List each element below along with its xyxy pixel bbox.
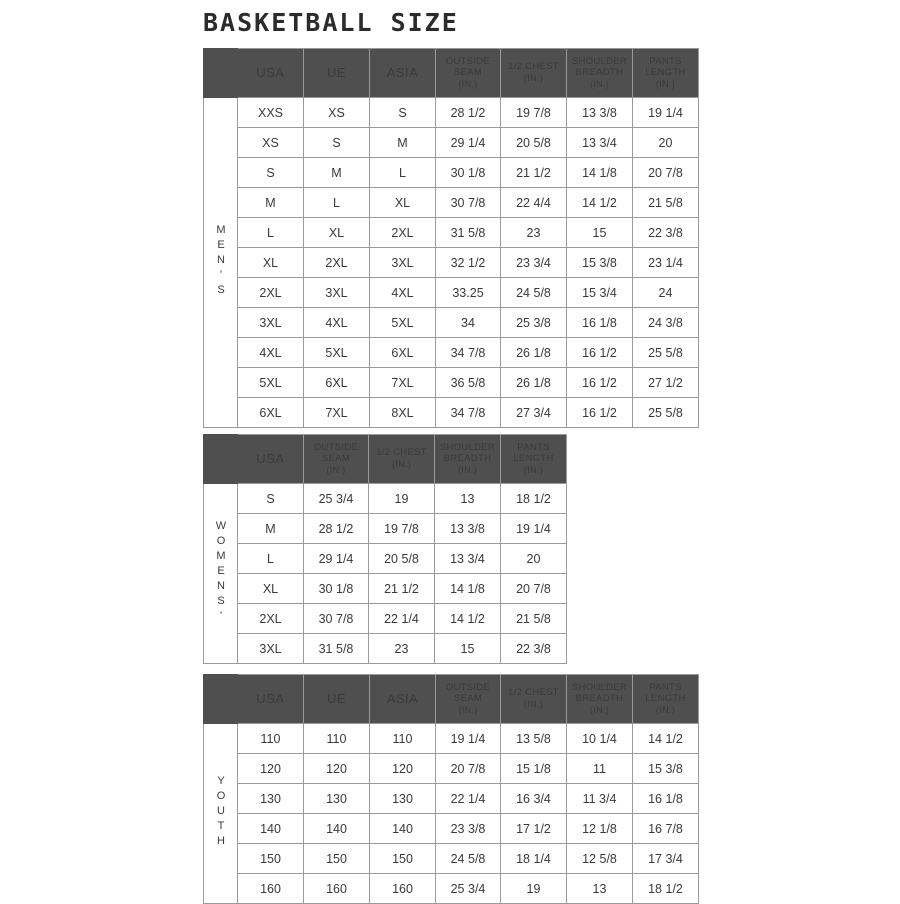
cell: 140 (370, 814, 436, 844)
womens-header-pants-length-label: PANTS LENGTH (513, 441, 554, 464)
youth-header-ue (304, 675, 370, 724)
table-row (204, 368, 699, 398)
cell: 16 1/8 (633, 784, 699, 814)
cell: XL (370, 188, 436, 218)
womens-header-half-chest (369, 435, 435, 484)
cell: 8XL (370, 398, 436, 428)
cell: L (238, 218, 304, 248)
cell: 4XL (304, 308, 370, 338)
cell: 28 1/2 (304, 514, 369, 544)
youth-size-table (203, 674, 699, 904)
table-row (204, 724, 699, 754)
mens-header-half-chest-unit: (IN.) (524, 73, 543, 84)
cell: 14 1/2 (567, 188, 633, 218)
womens-header-shoulder-breadth-label: SHOULDER BREADTH (439, 441, 496, 464)
cell: 23 1/4 (633, 248, 699, 278)
cell: 20 (501, 544, 567, 574)
mens-header-corner (204, 49, 238, 98)
cell: 160 (304, 874, 370, 904)
cell: 5XL (238, 368, 304, 398)
youth-group-label-text: YOUTH (215, 774, 227, 850)
cell: 29 1/4 (304, 544, 369, 574)
cell: 6XL (238, 398, 304, 428)
cell: 20 5/8 (501, 128, 567, 158)
cell: 18 1/2 (633, 874, 699, 904)
mens-header-shoulder-breadth-label: SHOULDER BREADTH (571, 55, 628, 78)
cell: 130 (238, 784, 304, 814)
table-row (204, 158, 699, 188)
cell: 16 3/4 (501, 784, 567, 814)
table-row (204, 308, 699, 338)
cell: 12 5/8 (567, 844, 633, 874)
mens-header-half-chest (501, 49, 567, 98)
cell: XL (238, 574, 304, 604)
cell: 30 7/8 (304, 604, 369, 634)
mens-header-outside-seam (436, 49, 501, 98)
cell: 22 1/4 (369, 604, 435, 634)
youth-header-half-chest-unit: (IN.) (524, 699, 543, 710)
youth-header-outside-seam (436, 675, 501, 724)
womens-table-header (204, 435, 567, 484)
cell: 13 3/8 (435, 514, 501, 544)
womens-group-label (204, 484, 238, 664)
cell: 15 3/4 (567, 278, 633, 308)
table-row (204, 544, 567, 574)
womens-header-shoulder-breadth-unit: (IN.) (458, 464, 477, 475)
cell: 20 5/8 (369, 544, 435, 574)
cell: 140 (304, 814, 370, 844)
cell: 22 1/4 (436, 784, 501, 814)
mens-header-asia (370, 49, 436, 98)
cell: 2XL (238, 278, 304, 308)
cell: 25 3/4 (436, 874, 501, 904)
cell: 18 1/4 (501, 844, 567, 874)
cell: 25 3/8 (501, 308, 567, 338)
youth-header-corner (204, 675, 238, 724)
youth-size-table-block (203, 674, 699, 904)
cell: 30 1/8 (436, 158, 501, 188)
cell: 14 1/2 (633, 724, 699, 754)
youth-header-usa (238, 675, 304, 724)
cell: 24 3/8 (633, 308, 699, 338)
youth-header-asia (370, 675, 436, 724)
mens-header-outside-seam-label: OUTSIDE SEAM (445, 55, 491, 78)
table-row (204, 98, 699, 128)
cell: 130 (304, 784, 370, 814)
cell: 17 3/4 (633, 844, 699, 874)
cell: S (370, 98, 436, 128)
cell: 25 3/4 (304, 484, 369, 514)
cell: 24 5/8 (436, 844, 501, 874)
mens-size-table-block (203, 48, 699, 428)
cell: 18 1/2 (501, 484, 567, 514)
mens-group-label-text: MEN'S (215, 223, 227, 299)
cell: M (238, 188, 304, 218)
cell: 30 1/8 (304, 574, 369, 604)
cell: 3XL (370, 248, 436, 278)
cell: 4XL (238, 338, 304, 368)
cell: L (304, 188, 370, 218)
table-row (204, 398, 699, 428)
cell: 20 7/8 (633, 158, 699, 188)
cell: 15 3/8 (567, 248, 633, 278)
cell: 15 1/8 (501, 754, 567, 784)
mens-header-usa-label: USA (256, 64, 285, 80)
cell: 6XL (370, 338, 436, 368)
cell: 20 7/8 (436, 754, 501, 784)
cell: 13 3/8 (567, 98, 633, 128)
cell: 23 (369, 634, 435, 664)
cell: M (370, 128, 436, 158)
cell: M (304, 158, 370, 188)
youth-header-half-chest-label: 1/2 CHEST (508, 687, 559, 699)
youth-header-shoulder-breadth-unit: (IN.) (590, 704, 609, 715)
cell: 19 1/4 (501, 514, 567, 544)
cell: 16 1/2 (567, 398, 633, 428)
cell: 30 7/8 (436, 188, 501, 218)
table-row (204, 604, 567, 634)
cell: XL (238, 248, 304, 278)
cell: 160 (238, 874, 304, 904)
youth-header-outside-seam-label: OUTSIDE SEAM (445, 681, 491, 704)
table-row (204, 754, 699, 784)
cell: 21 1/2 (369, 574, 435, 604)
cell: 31 5/8 (436, 218, 501, 248)
cell: 23 3/8 (436, 814, 501, 844)
cell: 23 3/4 (501, 248, 567, 278)
cell: 29 1/4 (436, 128, 501, 158)
mens-header-half-chest-label: 1/2 CHEST (508, 61, 559, 73)
cell: 14 1/8 (435, 574, 501, 604)
cell: XS (304, 98, 370, 128)
youth-header-shoulder-breadth (567, 675, 633, 724)
cell: 2XL (238, 604, 304, 634)
table-row (204, 128, 699, 158)
cell: 25 5/8 (633, 398, 699, 428)
cell: 140 (238, 814, 304, 844)
womens-header-half-chest-unit: (IN.) (392, 459, 411, 470)
cell: 13 (435, 484, 501, 514)
youth-header-pants-length-unit: (IN.) (656, 704, 675, 715)
cell: 33.25 (436, 278, 501, 308)
cell: 150 (304, 844, 370, 874)
cell: 23 (501, 218, 567, 248)
cell: 3XL (238, 308, 304, 338)
cell: 16 1/8 (567, 308, 633, 338)
womens-table-body (204, 484, 567, 664)
table-row (204, 844, 699, 874)
youth-group-label (204, 724, 238, 904)
cell: 24 5/8 (501, 278, 567, 308)
womens-header-pants-length (501, 435, 567, 484)
cell: 36 5/8 (436, 368, 501, 398)
cell: 19 1/4 (436, 724, 501, 754)
cell: 11 (567, 754, 633, 784)
cell: 34 (436, 308, 501, 338)
cell: 4XL (370, 278, 436, 308)
cell: 19 (369, 484, 435, 514)
cell: 19 1/4 (633, 98, 699, 128)
mens-header-asia-label: ASIA (386, 64, 419, 80)
womens-header-outside-seam-label: OUTSIDE SEAM (313, 441, 359, 464)
cell: 19 7/8 (369, 514, 435, 544)
cell: 34 7/8 (436, 398, 501, 428)
youth-header-usa-label: USA (256, 690, 285, 706)
cell: 150 (370, 844, 436, 874)
table-row (204, 514, 567, 544)
mens-table-body (204, 98, 699, 428)
youth-header-outside-seam-unit: (IN.) (458, 704, 478, 715)
womens-header-pants-length-unit: (IN.) (524, 464, 543, 475)
youth-header-ue-label: UE (326, 690, 347, 706)
cell: 16 1/2 (567, 338, 633, 368)
mens-group-label (204, 98, 238, 428)
cell: L (238, 544, 304, 574)
table-row (204, 484, 567, 514)
cell: 28 1/2 (436, 98, 501, 128)
cell: 14 1/8 (567, 158, 633, 188)
cell: M (238, 514, 304, 544)
cell: XL (304, 218, 370, 248)
youth-table-header (204, 675, 699, 724)
cell: 15 (435, 634, 501, 664)
cell: 19 (501, 874, 567, 904)
cell: XXS (238, 98, 304, 128)
youth-header-pants-length (633, 675, 699, 724)
cell: 10 1/4 (567, 724, 633, 754)
cell: 3XL (238, 634, 304, 664)
cell: 20 (633, 128, 699, 158)
table-row (204, 338, 699, 368)
table-row (204, 218, 699, 248)
cell: 150 (238, 844, 304, 874)
womens-size-table (203, 434, 567, 664)
youth-header-pants-length-label: PANTS LENGTH (645, 681, 686, 704)
youth-header-shoulder-breadth-label: SHOULDER BREADTH (571, 681, 628, 704)
womens-header-usa-label: USA (256, 450, 285, 466)
mens-header-usa (238, 49, 304, 98)
mens-header-shoulder-breadth (567, 49, 633, 98)
mens-header-pants-length-unit: (IN.) (656, 78, 675, 89)
cell: 17 1/2 (501, 814, 567, 844)
womens-size-table-block (203, 434, 567, 664)
mens-header-shoulder-breadth-unit: (IN.) (590, 78, 609, 89)
mens-table-header (204, 49, 699, 98)
cell: 13 5/8 (501, 724, 567, 754)
cell: 21 5/8 (633, 188, 699, 218)
cell: XS (238, 128, 304, 158)
cell: 7XL (370, 368, 436, 398)
womens-header-shoulder-breadth (435, 435, 501, 484)
womens-header-corner (204, 435, 238, 484)
cell: 130 (370, 784, 436, 814)
youth-table-body (204, 724, 699, 904)
table-row (204, 188, 699, 218)
cell: 13 (567, 874, 633, 904)
table-row (204, 278, 699, 308)
table-row (204, 574, 567, 604)
table-row (204, 874, 699, 904)
cell: 19 7/8 (501, 98, 567, 128)
youth-header-half-chest (501, 675, 567, 724)
cell: 6XL (304, 368, 370, 398)
cell: 27 1/2 (633, 368, 699, 398)
cell: 110 (370, 724, 436, 754)
table-row (204, 784, 699, 814)
cell: 32 1/2 (436, 248, 501, 278)
cell: L (370, 158, 436, 188)
cell: S (304, 128, 370, 158)
cell: 21 5/8 (501, 604, 567, 634)
table-row (204, 248, 699, 278)
mens-header-pants-length (633, 49, 699, 98)
cell: 13 3/4 (435, 544, 501, 574)
cell: 120 (370, 754, 436, 784)
cell: 20 7/8 (501, 574, 567, 604)
womens-header-outside-seam-unit: (IN.) (326, 464, 346, 475)
cell: 7XL (304, 398, 370, 428)
cell: 5XL (304, 338, 370, 368)
cell: 22 3/8 (501, 634, 567, 664)
mens-header-outside-seam-unit: (IN.) (458, 78, 478, 89)
cell: 14 1/2 (435, 604, 501, 634)
cell: 16 1/2 (567, 368, 633, 398)
cell: 120 (238, 754, 304, 784)
cell: 12 1/8 (567, 814, 633, 844)
cell: 15 3/8 (633, 754, 699, 784)
cell: 11 3/4 (567, 784, 633, 814)
cell: 26 1/8 (501, 338, 567, 368)
cell: 27 3/4 (501, 398, 567, 428)
womens-header-outside-seam (304, 435, 369, 484)
cell: 13 3/4 (567, 128, 633, 158)
cell: 120 (304, 754, 370, 784)
cell: 22 3/8 (633, 218, 699, 248)
cell: 22 4/4 (501, 188, 567, 218)
cell: 31 5/8 (304, 634, 369, 664)
cell: 15 (567, 218, 633, 248)
cell: 16 7/8 (633, 814, 699, 844)
cell: S (238, 484, 304, 514)
womens-group-label-text: WOMENS' (215, 519, 227, 625)
cell: 24 (633, 278, 699, 308)
cell: 21 1/2 (501, 158, 567, 188)
page-title: BASKETBALL SIZE (203, 8, 459, 37)
cell: S (238, 158, 304, 188)
mens-size-table (203, 48, 699, 428)
cell: 3XL (304, 278, 370, 308)
womens-header-usa (238, 435, 304, 484)
cell: 25 5/8 (633, 338, 699, 368)
cell: 2XL (304, 248, 370, 278)
mens-header-pants-length-label: PANTS LENGTH (645, 55, 686, 78)
cell: 26 1/8 (501, 368, 567, 398)
table-row (204, 634, 567, 664)
mens-header-ue-label: UE (326, 64, 347, 80)
cell: 2XL (370, 218, 436, 248)
cell: 5XL (370, 308, 436, 338)
cell: 34 7/8 (436, 338, 501, 368)
cell: 160 (370, 874, 436, 904)
mens-header-ue (304, 49, 370, 98)
table-row (204, 814, 699, 844)
womens-header-half-chest-label: 1/2 CHEST (376, 447, 427, 459)
cell: 110 (304, 724, 370, 754)
youth-header-asia-label: ASIA (386, 690, 419, 706)
cell: 110 (238, 724, 304, 754)
